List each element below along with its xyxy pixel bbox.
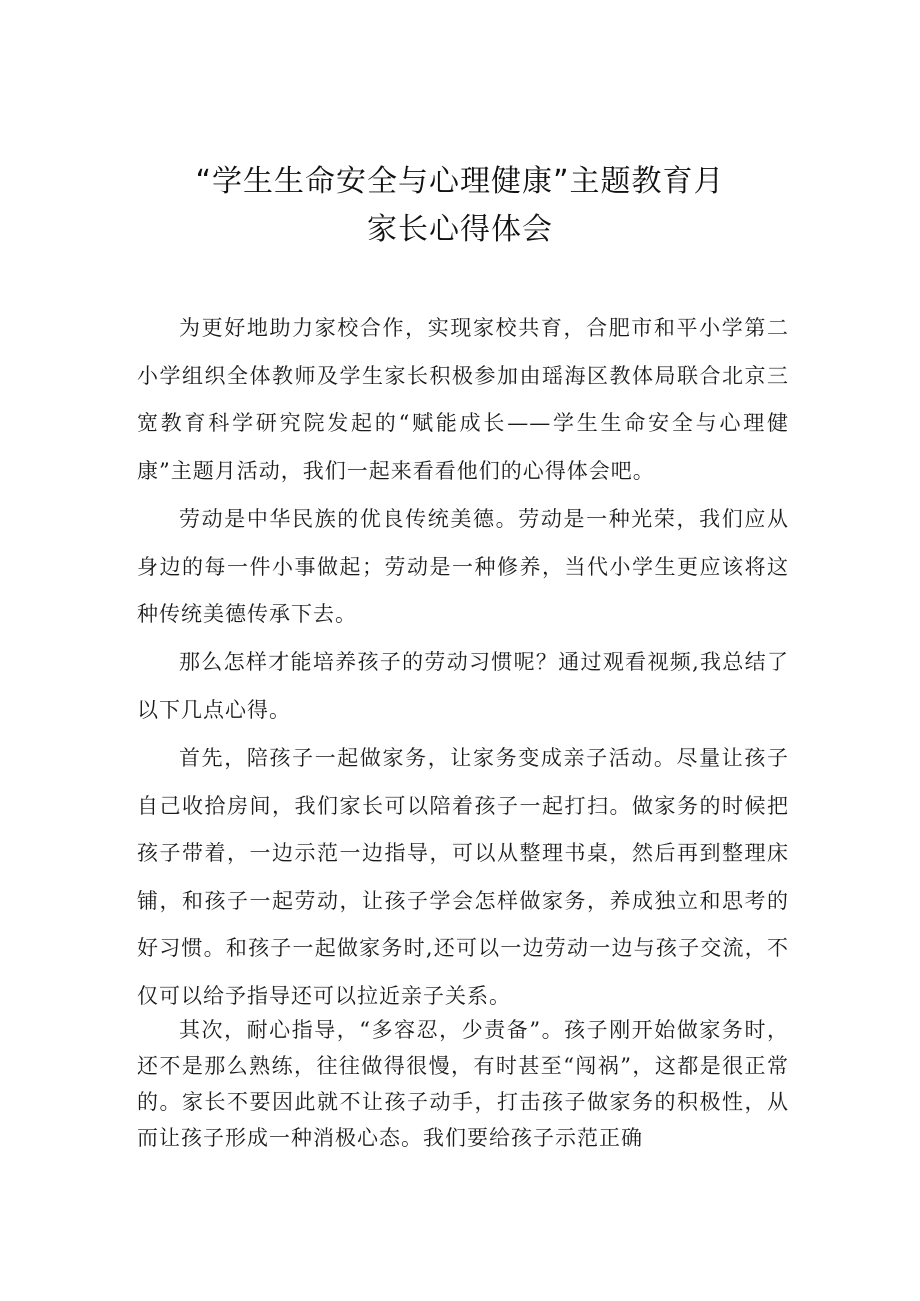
paragraph-how-to-cultivate: 那么怎样才能培养孩子的劳动习惯呢？通过观看视频,我总结了以下几点心得。 xyxy=(137,650,789,722)
paragraph-first-point: 首先，陪孩子一起做家务，让家务变成亲子活动。尽量让孩子自己收拾房间，我们家长可以陪着孩子一起打扫。做家务的时候把孩子带着，一边示范一边指导，可以从整理书桌，然后再到整理床铺，和孩子一起劳动，让孩子学会怎样做家务，养成独立和思考的好习惯。和孩子一起做家务时,还可以一边劳动一边与孩子交流，不仅可以给予指导还可以拉近亲子关系。 xyxy=(137,746,789,1008)
document-title-line1: “学生生命安全与心理健康”主题教育月 xyxy=(195,164,725,199)
paragraph-intro: 为更好地助力家校合作，实现家校共育，合肥市和平小学第二小学组织全体教师及学生家长积极参加由瑶海区教体局联合北京三宽教育科学研究院发起的“赋能成长——学生生命安全与心理健康”主题月活动，我们一起来看看他们的心得体会吧。 xyxy=(137,316,789,483)
document-title-line2: 家长心得体会 xyxy=(367,212,553,247)
paragraph-labor-virtue: 劳动是中华民族的优良传统美德。劳动是一种光荣，我们应从身边的每一件小事做起；劳动是一种修养，当代小学生更应该将这种传统美德传承下去。 xyxy=(137,507,789,626)
paragraph-second-point: 其次，耐心指导，“多容忍，少责备”。孩子刚开始做家务时，还不是那么熟练，往往做得很慢，有时甚至“闯祸”，这都是很正常的。家长不要因此就不让孩子动手，打击孩子做家务的积极性，从而让孩子形成一种消极心态。我们要给孩子示范正确 xyxy=(137,1018,789,1150)
